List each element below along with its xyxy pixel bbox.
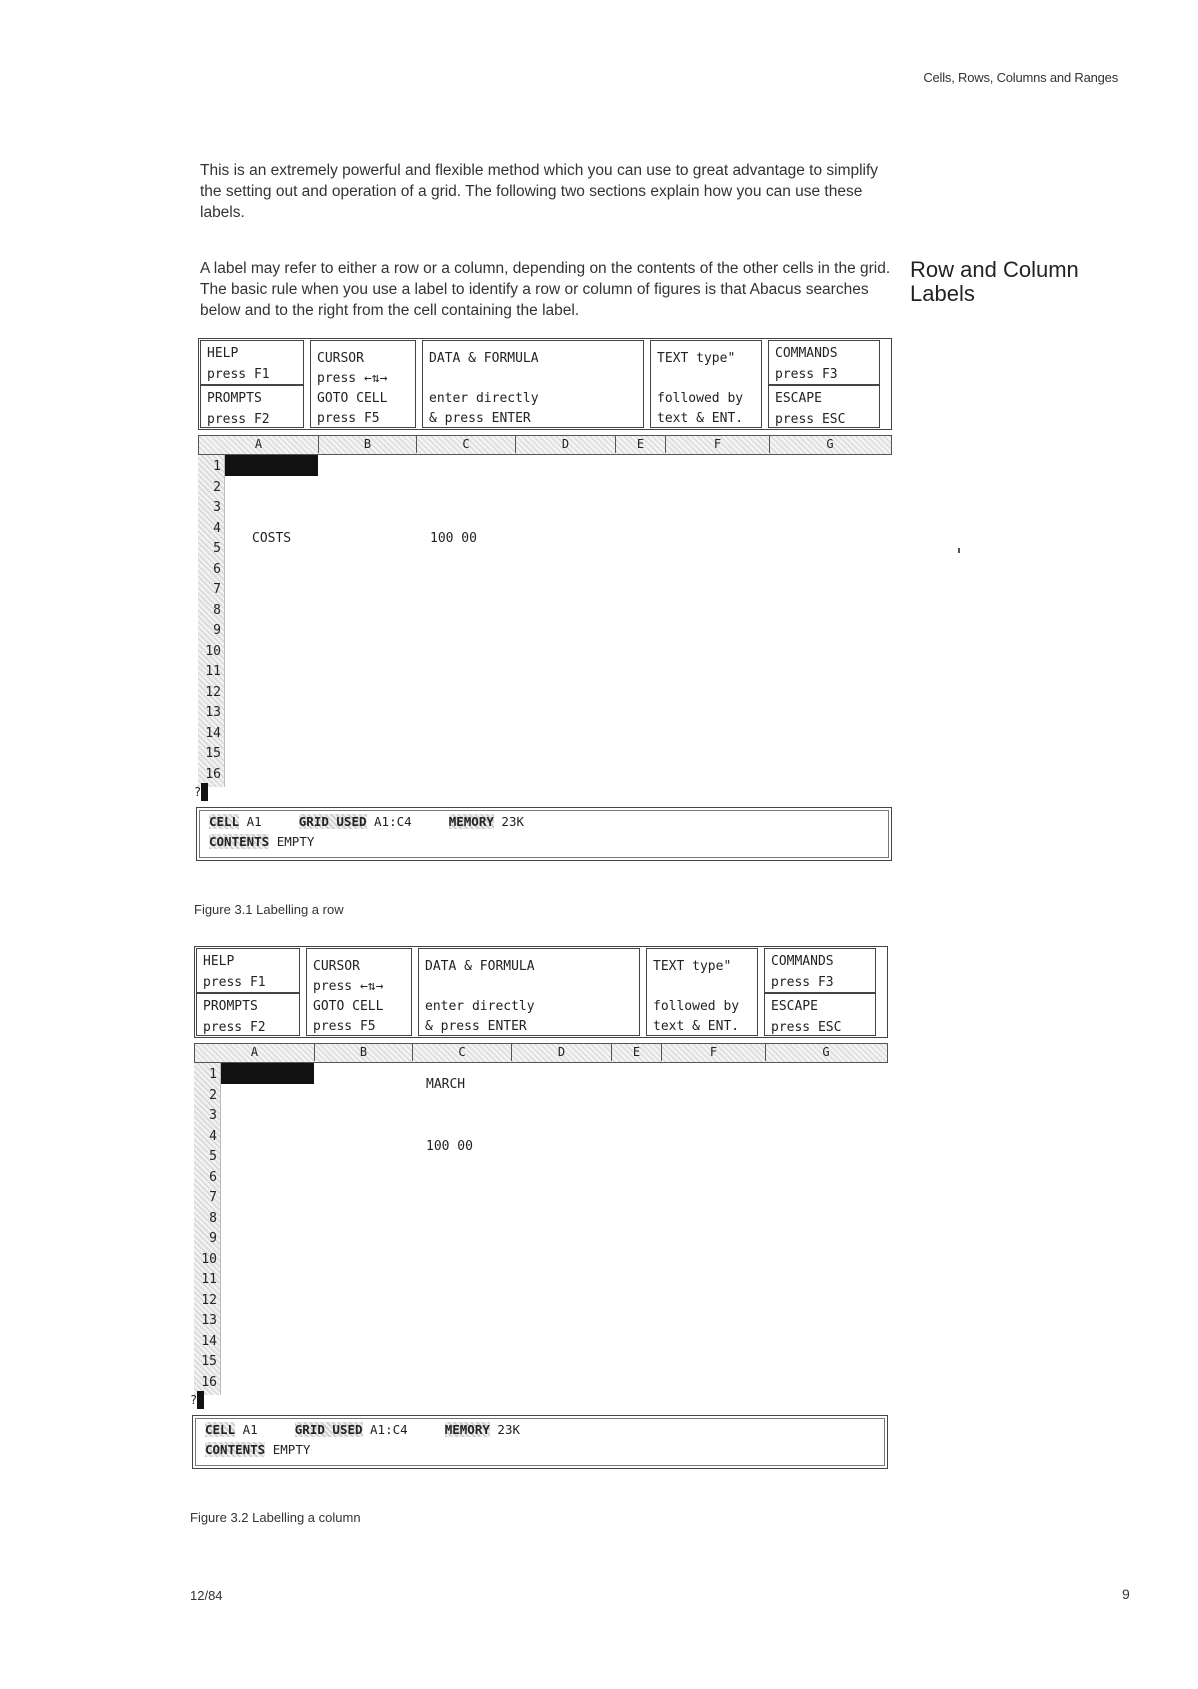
row-header-14[interactable]: 14 <box>205 725 221 741</box>
row-header-9[interactable]: 9 <box>209 1231 217 1246</box>
goto-title: GOTO CELL <box>317 391 388 406</box>
status-bar <box>196 807 892 861</box>
cursor-title: CURSOR <box>313 959 360 974</box>
text-line2: followed by <box>657 391 744 406</box>
escape-title: ESCAPE <box>775 391 822 406</box>
row-header-10[interactable]: 10 <box>205 643 221 659</box>
row-header-12[interactable]: 12 <box>201 1292 217 1308</box>
prompts-title: PROMPTS <box>203 999 258 1014</box>
status-memory-value: 23K <box>497 1422 520 1437</box>
figure-caption-2: Figure 3.2 Labelling a column <box>190 1510 361 1525</box>
column-header-c[interactable]: C <box>417 436 516 453</box>
prompt-symbol: ? <box>190 1393 198 1407</box>
data-formula-box[interactable] <box>422 340 644 428</box>
cell-c4[interactable]: 100 00 <box>426 1139 473 1154</box>
prompt-cursor <box>201 783 208 801</box>
prompts-key: press F2 <box>207 412 270 427</box>
commands-title: COMMANDS <box>775 346 838 361</box>
row-header-15[interactable]: 15 <box>205 746 221 761</box>
row-header-2[interactable]: 2 <box>213 479 221 495</box>
status-grid-label: GRID USED <box>298 814 367 829</box>
row-header-bar <box>198 455 225 787</box>
prompts-box[interactable] <box>200 385 304 428</box>
status-contents-value: EMPTY <box>276 834 315 849</box>
escape-box[interactable] <box>764 993 876 1036</box>
column-header-e[interactable]: E <box>612 1044 662 1061</box>
status-contents-label: CONTENTS <box>205 1442 266 1457</box>
text-box[interactable] <box>650 340 762 428</box>
cell-cursor[interactable] <box>225 455 318 476</box>
row-header-3[interactable]: 3 <box>209 1108 217 1123</box>
column-header-a[interactable]: A <box>195 1044 315 1061</box>
status-contents-label: CONTENTS <box>209 834 270 849</box>
row-header-4[interactable]: 4 <box>213 520 221 536</box>
commands-box[interactable] <box>768 340 880 385</box>
status-cell-label: CELL <box>205 1422 236 1437</box>
data-formula-box[interactable] <box>418 948 640 1036</box>
column-header-b[interactable]: B <box>319 436 417 453</box>
column-header-d[interactable]: D <box>516 436 616 453</box>
row-header-16[interactable]: 16 <box>201 1374 217 1390</box>
text-title: TEXT type" <box>657 351 736 366</box>
escape-key: press ESC <box>775 412 846 427</box>
data-title: DATA & FORMULA <box>429 351 539 366</box>
prompts-title: PROMPTS <box>207 391 262 406</box>
status-memory-value: 23K <box>501 814 524 829</box>
row-header-8[interactable]: 8 <box>213 602 221 618</box>
row-header-15[interactable]: 15 <box>201 1354 217 1369</box>
figure-caption-1: Figure 3.1 Labelling a row <box>194 902 344 917</box>
page-header: Cells, Rows, Columns and Ranges <box>923 70 1118 85</box>
row-header-8[interactable]: 8 <box>209 1210 217 1226</box>
cursor-box[interactable] <box>310 340 416 428</box>
text-line3: text & ENT. <box>653 1019 740 1034</box>
help-box[interactable] <box>200 340 304 385</box>
section-heading: Row and Column Labels <box>910 257 1079 306</box>
row-header-9[interactable]: 9 <box>213 623 221 638</box>
data-line2: enter directly <box>429 391 539 406</box>
row-header-13[interactable]: 13 <box>205 705 221 720</box>
data-line3: & press ENTER <box>425 1019 527 1034</box>
prompt-symbol: ? <box>194 785 202 799</box>
text-box[interactable] <box>646 948 758 1036</box>
help-key: press F1 <box>203 975 266 990</box>
cursor-box[interactable] <box>306 948 412 1036</box>
prompts-box[interactable] <box>196 993 300 1036</box>
text-line2: followed by <box>653 999 740 1014</box>
prompts-key: press F2 <box>203 1020 266 1035</box>
escape-title: ESCAPE <box>771 999 818 1014</box>
escape-key: press ESC <box>771 1020 842 1035</box>
status-bar <box>192 1415 888 1469</box>
row-header-12[interactable]: 12 <box>205 684 221 700</box>
status-grid-value: A1:C4 <box>370 1422 408 1437</box>
row-header-6[interactable]: 6 <box>209 1169 217 1185</box>
goto-key: press F5 <box>317 411 380 426</box>
cursor-key: press ←⇅→ <box>313 979 384 994</box>
status-cell-value: A1 <box>246 814 262 829</box>
row-header-11[interactable]: 11 <box>201 1272 217 1287</box>
data-line3: & press ENTER <box>429 411 531 426</box>
row-header-16[interactable]: 16 <box>205 766 221 782</box>
column-header-g[interactable]: G <box>826 437 834 451</box>
text-title: TEXT type" <box>653 959 732 974</box>
row-header-7[interactable]: 7 <box>209 1190 217 1205</box>
status-cell-value: A1 <box>242 1422 258 1437</box>
goto-title: GOTO CELL <box>313 999 384 1014</box>
text-line3: text & ENT. <box>657 411 744 426</box>
row-header-5[interactable]: 5 <box>213 541 221 556</box>
cursor-key: press ←⇅→ <box>317 371 388 386</box>
escape-box[interactable] <box>768 385 880 428</box>
row-header-3[interactable]: 3 <box>213 500 221 515</box>
help-key: press F1 <box>207 367 270 382</box>
column-header-f[interactable]: F <box>666 436 770 453</box>
cell-cursor[interactable] <box>221 1063 314 1084</box>
row-header-2[interactable]: 2 <box>209 1087 217 1103</box>
row-header-4[interactable]: 4 <box>209 1128 217 1144</box>
column-header-a[interactable]: A <box>199 436 319 453</box>
status-grid-label: GRID USED <box>294 1422 363 1437</box>
cell-c4[interactable]: 100 00 <box>430 531 477 546</box>
help-title: HELP <box>203 954 235 969</box>
column-header-bar <box>194 1043 888 1063</box>
commands-key: press F3 <box>771 975 834 990</box>
row-header-6[interactable]: 6 <box>213 561 221 577</box>
commands-title: COMMANDS <box>771 954 834 969</box>
status-grid-value: A1:C4 <box>374 814 412 829</box>
column-header-b[interactable]: B <box>315 1044 413 1061</box>
commands-box[interactable] <box>764 948 876 993</box>
status-memory-label: MEMORY <box>444 1422 490 1437</box>
row-header-10[interactable]: 10 <box>201 1251 217 1267</box>
figure-3-2 <box>190 946 890 1506</box>
row-header-1[interactable]: 1 <box>209 1067 217 1082</box>
column-header-d[interactable]: D <box>512 1044 612 1061</box>
section-paragraph: A label may refer to either a row or a column, depending on the contents of the other cells in the grid. The basic rule when you use a label to identify a row or column of figures is that Abacus searches below and to the right from the cell containing the label. <box>200 260 891 319</box>
goto-key: press F5 <box>313 1019 376 1034</box>
row-header-11[interactable]: 11 <box>205 664 221 679</box>
commands-key: press F3 <box>775 367 838 382</box>
footer-date: 12/84 <box>190 1588 223 1603</box>
cursor-title: CURSOR <box>317 351 364 366</box>
cell-a4[interactable]: COSTS <box>252 531 292 546</box>
row-header-13[interactable]: 13 <box>201 1313 217 1328</box>
command-prompt[interactable] <box>190 1391 204 1409</box>
row-header-1[interactable]: 1 <box>213 459 221 474</box>
data-title: DATA & FORMULA <box>425 959 535 974</box>
page-number: 9 <box>1122 1586 1130 1602</box>
column-header-f[interactable]: F <box>662 1044 766 1061</box>
row-header-7[interactable]: 7 <box>213 582 221 597</box>
data-line2: enter directly <box>425 999 535 1014</box>
cell-c1[interactable]: MARCH <box>426 1077 466 1092</box>
column-header-c[interactable]: C <box>413 1044 512 1061</box>
status-memory-label: MEMORY <box>448 814 494 829</box>
intro-paragraph: This is an extremely powerful and flexible method which you can use to great advantage to simplify the setting out and operation of a grid. The following two sections explain how you can use these labels. <box>200 162 879 221</box>
status-contents-value: EMPTY <box>272 1442 311 1457</box>
prompt-cursor <box>197 1391 204 1409</box>
command-prompt[interactable] <box>194 783 208 801</box>
speck <box>958 548 960 553</box>
column-header-e[interactable]: E <box>616 436 666 453</box>
row-header-bar <box>194 1063 221 1395</box>
column-header-g[interactable]: G <box>822 1045 830 1059</box>
row-header-5[interactable]: 5 <box>209 1149 217 1164</box>
help-title: HELP <box>207 346 239 361</box>
help-box[interactable] <box>196 948 300 993</box>
row-header-14[interactable]: 14 <box>201 1333 217 1349</box>
figure-3-1 <box>194 338 894 898</box>
column-header-bar <box>198 435 892 455</box>
status-cell-label: CELL <box>209 814 240 829</box>
